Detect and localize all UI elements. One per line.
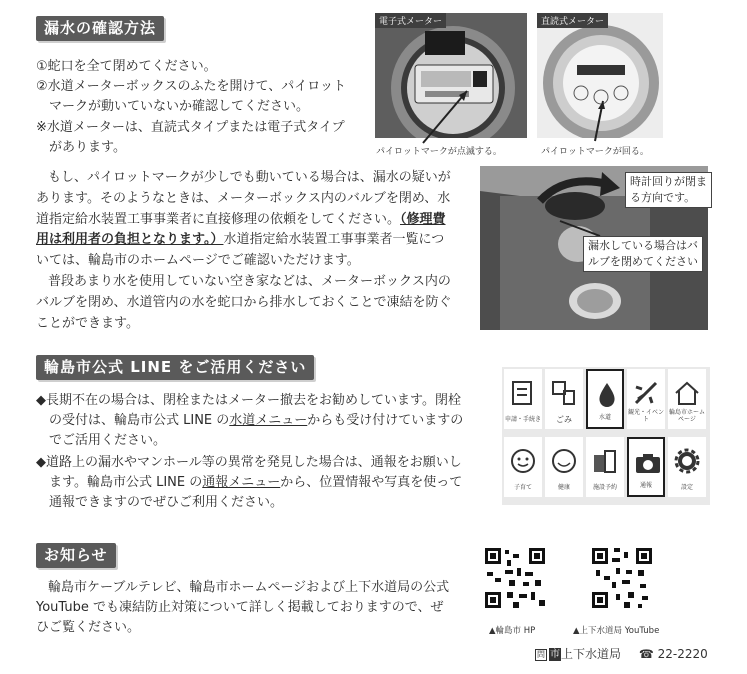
trash-calendar-icon	[550, 379, 578, 407]
qr-code-youtube[interactable]	[590, 546, 654, 610]
child-face-icon	[509, 447, 537, 475]
para-leak-4	[36, 230, 444, 250]
repair-cost-note: （修理費	[400, 212, 446, 227]
menu-item-settings[interactable]	[668, 437, 706, 497]
menu-item-homepage[interactable]	[668, 369, 706, 429]
callout-clockwise-line1: 時計回りが閉ま	[630, 175, 707, 188]
para-leak-2: あります。そのようなときは、メーターボックス内のバルブを閉め、水	[36, 191, 451, 206]
gear-icon	[673, 447, 701, 475]
home-icon	[673, 379, 701, 407]
bullet-1-line2	[49, 411, 463, 431]
bullet-1-line2-a: の受付は、輪島市公式 LINE の	[49, 413, 230, 428]
bullet-1-line3: でご活用ください。	[49, 433, 167, 448]
qr-label-city-hp: ▲輪島市 HP	[489, 626, 536, 636]
airplane-icon	[632, 379, 660, 407]
step-2: ②水道メーターボックスのふたを開けて、パイロット	[36, 79, 347, 94]
report-menu-link[interactable]: 通報メニュー	[202, 475, 281, 490]
electronic-meter-tag: 電子式メーター	[375, 13, 446, 28]
menu-item-label: 健康	[557, 484, 570, 491]
notice-line3: ひご覧ください。	[36, 620, 141, 635]
menu-item-label: 水道	[598, 414, 611, 421]
direct-meter-arrow	[537, 13, 667, 153]
form-icon	[509, 379, 537, 407]
notice-line1: 輪島市ケーブルテレビ、輪島市ホームページおよび上下水道局の公式	[48, 580, 450, 595]
direct-meter-tag: 直読式メーター	[537, 13, 608, 28]
direct-meter-caption: パイロットマークが回る。	[541, 147, 649, 157]
bullet-2-line2-b: から、位置情報や写真を使って	[280, 475, 463, 490]
phone-number: 22-2220	[657, 647, 708, 661]
water-drop-icon	[593, 381, 621, 409]
city-mark: 市	[550, 649, 560, 660]
bullet-1-line1: ◆長期不在の場合は、閉栓またはメーター撤去をお勧めしています。閉栓	[36, 393, 461, 408]
camera-icon	[634, 449, 662, 477]
electronic-meter-caption: パイロットマークが点滅する。	[376, 147, 502, 157]
line-rich-menu	[502, 367, 710, 505]
water-menu-link[interactable]: 水道メニュー	[229, 413, 308, 428]
menu-item-label: 施設予約	[592, 484, 617, 491]
qr-code-image	[483, 546, 547, 610]
menu-item-garbage[interactable]	[545, 369, 583, 429]
qr-code-city-hp[interactable]	[483, 546, 547, 610]
bullet-2-line2	[49, 473, 462, 493]
callout-clockwise	[625, 172, 712, 208]
section-heading-line: 輪島市公式 LINE をご活用ください	[36, 355, 314, 380]
para-freeze-2: バルブを閉め、水道管内の水を蛇口から排水しておくことで凍結を防ぐ	[36, 295, 452, 310]
note-meter-types-cont: があります。	[49, 140, 126, 155]
phone-icon: ☎	[638, 647, 654, 661]
menu-item-label: 輪島市ホームページ	[668, 409, 705, 423]
callout-close-valve	[583, 236, 703, 272]
repair-cost-note-cont: 用は利用者の負担となります。）	[36, 232, 224, 247]
menu-item-label: 設定	[680, 484, 693, 491]
menu-item-label: 申請・手続き	[504, 416, 541, 423]
note-meter-types: ※水道メーターは、直読式タイプまたは電子式タイプ	[36, 120, 345, 135]
bullet-2-line2-a: ます。輪島市公式 LINE の	[49, 475, 203, 490]
menu-item-tourism[interactable]	[627, 369, 665, 429]
contact-info	[535, 645, 708, 662]
menu-item-label: 観光・イベント	[627, 409, 664, 423]
section-heading-leak-check: 漏水の確認方法	[36, 16, 164, 41]
notice-line2: YouTube でも凍結防止対策について詳しく掲載しておりますので、ぜ	[36, 600, 444, 615]
qr-code-image	[590, 546, 654, 610]
section-heading-notice: お知らせ	[36, 543, 116, 568]
para-leak-3-text: 道指定給水装置工事事業者に直接修理の依頼をしてください。	[36, 212, 401, 227]
menu-item-label: ごみ	[556, 415, 572, 424]
para-leak-5: いては、輪島市のホームページでご確認いただけます。	[36, 253, 360, 268]
para-freeze-1: 普段あまり水を使用していない空き家などは、メーターボックス内の	[48, 274, 451, 289]
para-leak-4-text: 水道指定給水装置工事事業者一覧につ	[223, 232, 445, 247]
menu-item-application[interactable]	[504, 369, 542, 429]
org-name: 上下水道局	[561, 647, 622, 661]
menu-item-water[interactable]	[586, 369, 624, 429]
inquiry-mark: 問	[537, 649, 545, 659]
smile-icon	[550, 447, 578, 475]
callout-clockwise-line2: る方向です。	[630, 191, 696, 204]
step-1: ①蛇口を全て閉めてください。	[36, 59, 217, 74]
menu-item-facility-booking[interactable]	[586, 437, 624, 497]
menu-item-childcare[interactable]	[504, 437, 542, 497]
callout-close-valve-line2: ルブを閉めてください	[588, 255, 698, 268]
para-leak-1: もし、パイロットマークが少しでも動いている場合は、漏水の疑いが	[48, 170, 451, 185]
para-freeze-3: ことができます。	[36, 316, 139, 331]
step-2-cont: マークが動いていないか確認してください。	[49, 99, 310, 114]
para-leak-3	[36, 210, 446, 230]
menu-item-report[interactable]	[627, 437, 665, 497]
bullet-1-line2-b: からも受け付けていますの	[307, 413, 464, 428]
electronic-meter-arrow	[375, 13, 527, 153]
bullet-2-line1: ◆道路上の漏水やマンホール等の異常を発見した場合は、通報をお願いし	[36, 455, 462, 470]
menu-item-label: 子育て	[513, 484, 532, 491]
qr-label-youtube: ▲上下水道局 YouTube	[573, 626, 660, 636]
menu-item-health[interactable]	[545, 437, 583, 497]
bullet-2-line3: 通報できますのでぜひご利用ください。	[49, 495, 284, 510]
callout-close-valve-line1: 漏水している場合はバ	[588, 239, 698, 252]
menu-item-label: 通報	[639, 482, 652, 489]
building-icon	[591, 447, 619, 475]
